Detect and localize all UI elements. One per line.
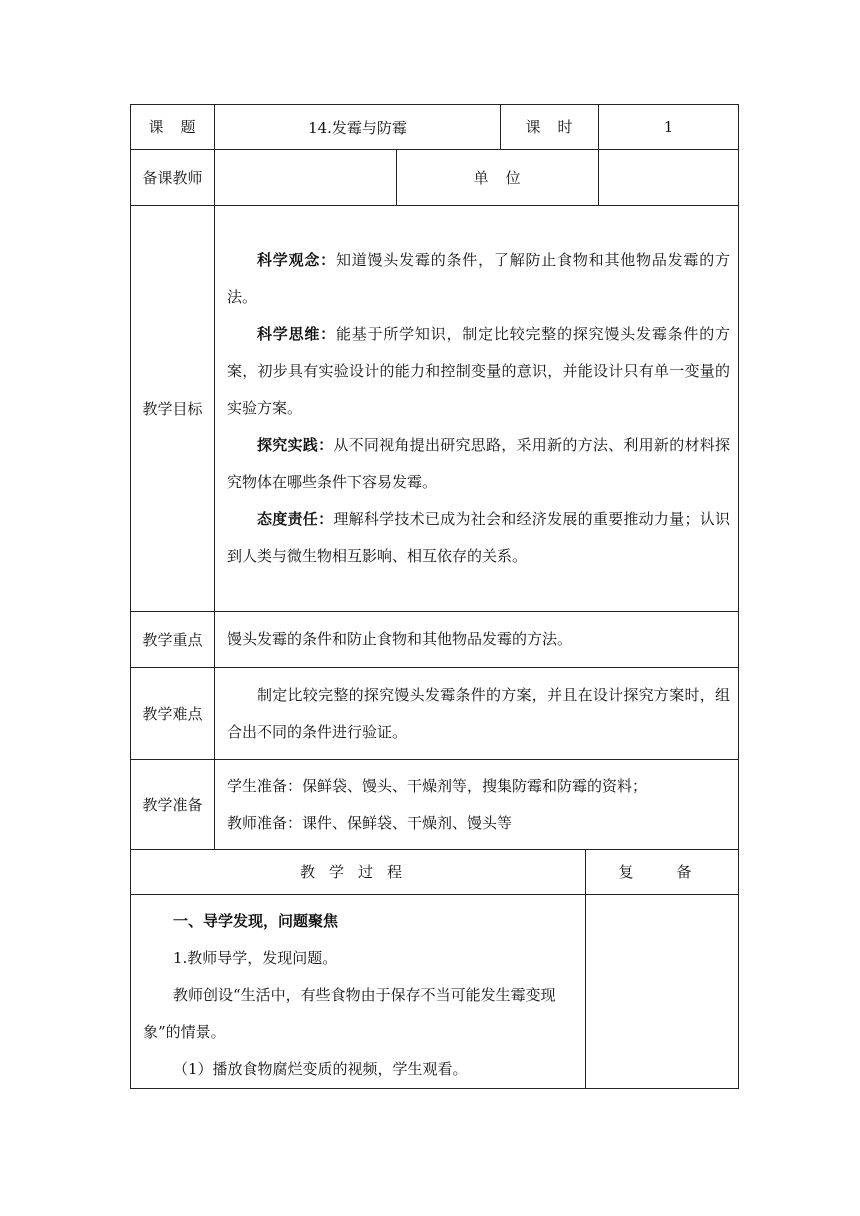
objectives-label: 教学目标 [131, 206, 215, 612]
topic-label: 课 题 [131, 105, 215, 150]
process-sub-step: （1）播放食物腐烂变质的视频，学生观看。 [173, 1060, 468, 1078]
review-cell [586, 895, 739, 1089]
objective-title: 探究实践： [257, 436, 334, 454]
objective-text: 理解科学技术已成为社会和经济发展的重要推动力量；认识到人类与微生物相互影响、相互依存的关系。 [227, 510, 731, 565]
objective-item [215, 427, 738, 501]
teacher-preparation: 教师准备：课件、保鲜袋、干燥剂、馒头等 [227, 813, 513, 832]
objective-text: 知道馒头发霉的条件，了解防止食物和其他物品发霉的方法。 [227, 251, 730, 306]
objective-text: 能基于所学知识，制定比较完整的探究馒头发霉条件的方案，初步具有实验设计的能力和控制变量的意识，并能设计只有单一变量的实验方案。 [227, 325, 731, 417]
teacher-value [215, 150, 397, 206]
student-preparation: 学生准备：保鲜袋、馒头、干燥剂等，搜集防霉和防霉的资料； [227, 776, 648, 795]
objective-title: 科学观念： [257, 251, 336, 269]
period-label: 课 时 [501, 105, 599, 150]
objectives-content [215, 206, 739, 612]
objective-item [215, 316, 738, 427]
objective-text: 从不同视角提出研究思路，采用新的方法、利用新的材料探究物体在哪些条件下容易发霉。 [227, 436, 731, 491]
key-points-label: 教学重点 [131, 612, 215, 668]
preparation-row [131, 760, 739, 850]
period-value: 1 [599, 105, 739, 150]
difficulties-label: 教学难点 [131, 668, 215, 760]
process-paragraph: 教师创设“生活中，有些食物由于保存不当可能发生霉变现象”的情景。 [143, 986, 556, 1041]
process-body-row [131, 895, 739, 1089]
topic-row [131, 105, 739, 150]
teacher-row [131, 150, 739, 206]
topic-value: 14.发霉与防霉 [215, 105, 501, 150]
process-header-row [131, 850, 739, 895]
preparation-cell [215, 760, 739, 850]
section-title: 一、导学发现，问题聚焦 [173, 912, 339, 930]
lesson-plan-table [130, 104, 739, 850]
difficulties-row [131, 668, 739, 760]
review-label: 复 备 [586, 850, 739, 895]
objective-title: 科学思维： [257, 325, 336, 343]
objective-item [215, 501, 738, 575]
objective-title: 态度责任： [257, 510, 334, 528]
unit-value [599, 150, 739, 206]
objective-item [215, 242, 738, 316]
unit-label: 单 位 [397, 150, 599, 206]
difficulties-text: 制定比较完整的探究馒头发霉条件的方案，并且在设计探究方案时，组合出不同的条件进行验证。 [227, 685, 731, 741]
objectives-row [131, 206, 739, 612]
preparation-label: 教学准备 [131, 760, 215, 850]
process-label: 教学过程 [131, 850, 586, 895]
process-step: 1.教师导学，发现问题。 [173, 949, 338, 967]
difficulties-cell [215, 668, 739, 760]
process-content [131, 895, 586, 1089]
process-table [130, 849, 739, 1089]
key-points-row [131, 612, 739, 668]
teacher-label: 备课教师 [131, 150, 215, 206]
key-points-text: 馒头发霉的条件和防止食物和其他物品发霉的方法。 [227, 630, 573, 648]
key-points-cell [215, 612, 739, 668]
